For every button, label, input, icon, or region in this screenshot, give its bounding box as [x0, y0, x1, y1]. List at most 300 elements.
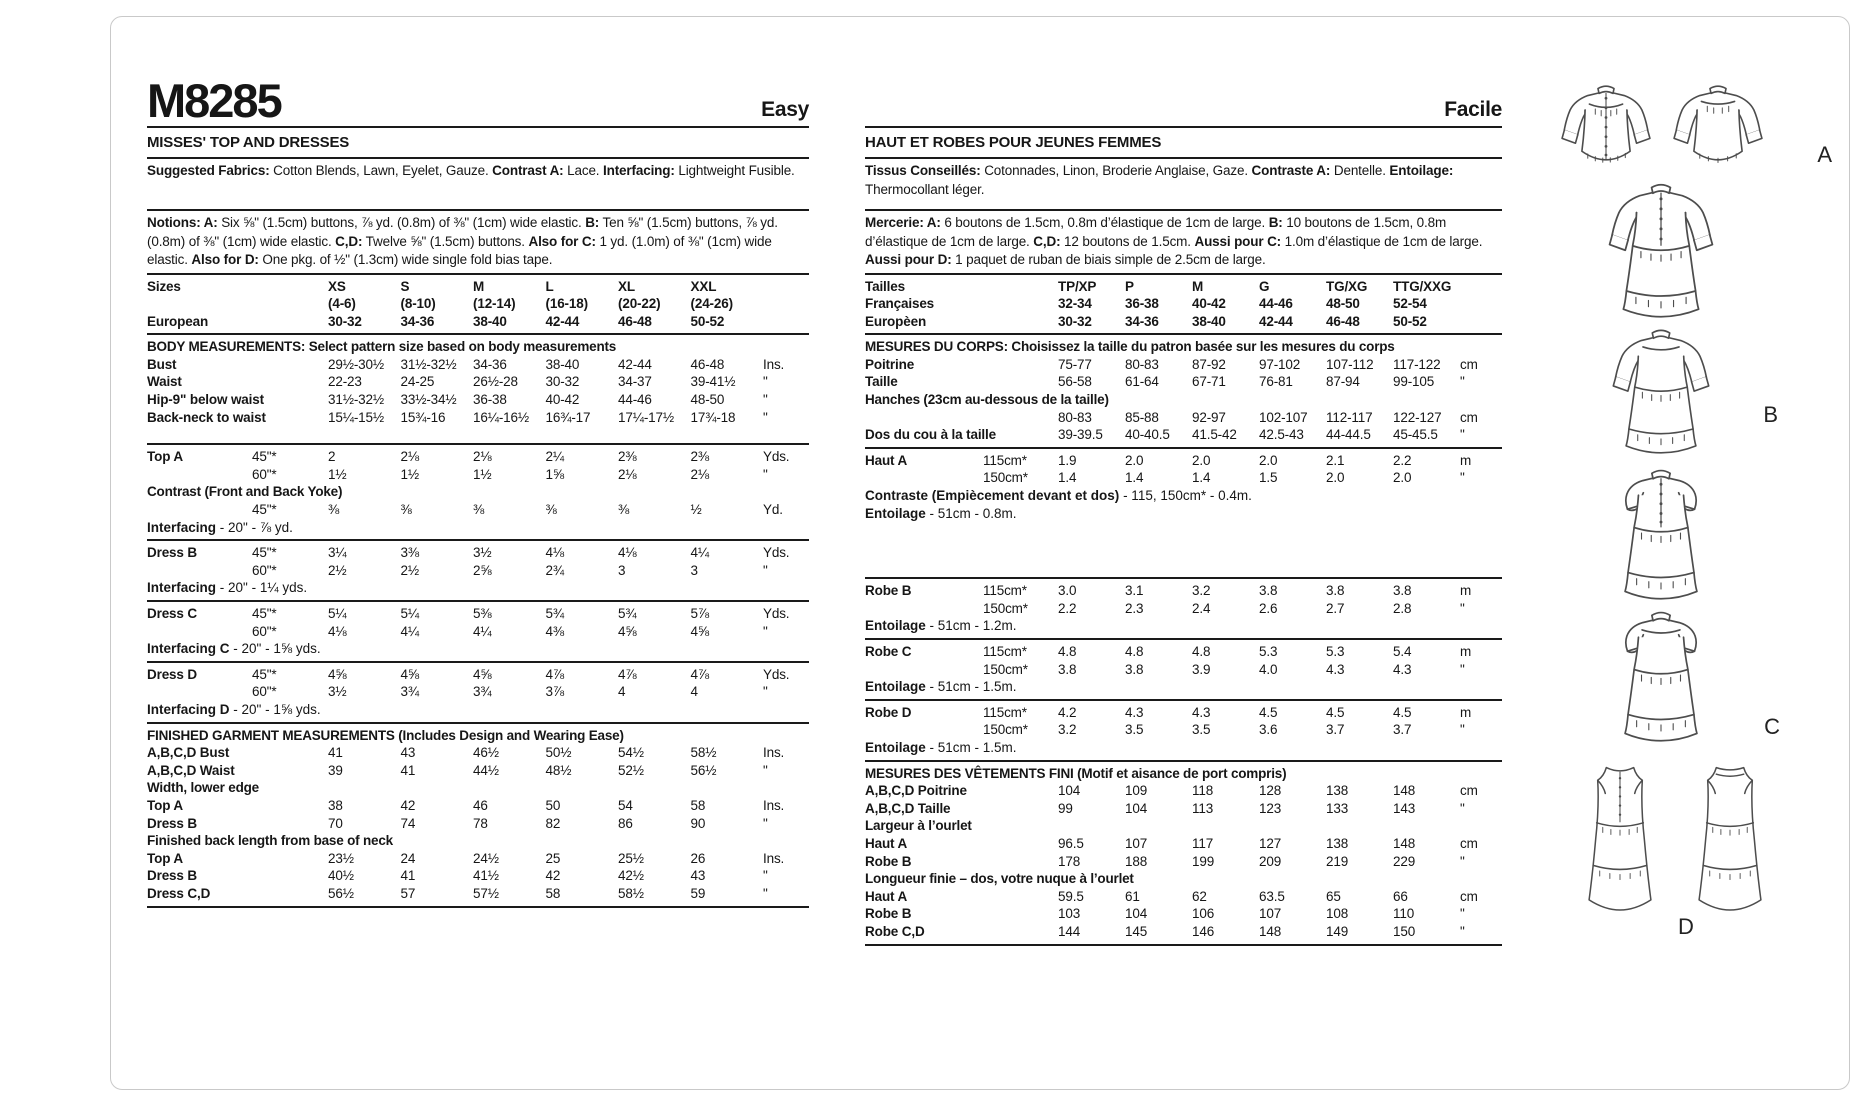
size-value: TG/XG	[1326, 278, 1368, 294]
size-value: 62	[1192, 888, 1207, 904]
size-value: 128	[1259, 783, 1282, 799]
size-value: 63.5	[1259, 888, 1285, 904]
size-value: 4⅛	[328, 623, 347, 639]
size-value: 32-34	[1058, 296, 1092, 312]
size-value: 39-39.5	[1058, 427, 1103, 443]
size-value: 145	[1125, 923, 1148, 939]
table-row	[147, 356, 809, 374]
size-value: 36-38	[473, 392, 507, 408]
size-value: ⅜	[400, 502, 412, 518]
size-value: 40-40.5	[1125, 427, 1170, 443]
view-c-label: C	[1764, 714, 1780, 739]
size-value: 133	[1326, 800, 1349, 816]
size-value: 4⅞	[545, 666, 564, 682]
size-value: 44-44.5	[1326, 427, 1371, 443]
table-row	[865, 313, 1502, 331]
dress-d-front-illustration	[1566, 760, 1674, 912]
size-value: 87-92	[1192, 356, 1226, 372]
unit: Yds.	[763, 545, 790, 561]
row-label: A,B,C,D Bust	[147, 745, 230, 761]
unit	[763, 278, 809, 296]
size-value: XL	[618, 278, 635, 294]
size-value: 3.0	[1058, 583, 1077, 599]
size-value: 2¾	[545, 562, 564, 578]
fabric-width: 150cm*	[983, 661, 1028, 677]
size-value: 112-117	[1326, 409, 1373, 425]
fabric-width: 60"*	[252, 684, 277, 700]
unit: cm	[1460, 888, 1478, 904]
fabric-width	[983, 373, 1058, 391]
size-value: 46	[473, 797, 488, 813]
fabric-width	[252, 313, 328, 331]
notions-en: Notions: A: Six ⅝" (1.5cm) buttons, ⅞ yd. (0.8m) of ⅜" (1cm) wide elastic. B: Ten ⅝" (1.5cm) buttons, ⅞ yd. (0.8m) of ⅜" (1cm) wide elastic. C,D: Twelve ⅝" (1.5cm) buttons. Also for C: 1 yd. (1.0m) of ⅜" (1cm) wide elastic. Also for D: One pkg. of ½" (1.3cm) wide single fold bias tape.	[147, 215, 778, 267]
table-row	[147, 867, 809, 885]
table-rule	[865, 638, 1502, 640]
fabric-width: 60"*	[252, 466, 277, 482]
size-value: 42	[400, 797, 416, 813]
size-value: 2⅜	[618, 449, 637, 465]
dress-c-back-illustration	[1598, 608, 1724, 742]
table-section-heading: Width, lower edge	[147, 780, 259, 796]
size-value: 46½	[473, 745, 499, 761]
fabric-width: 150cm*	[983, 722, 1028, 738]
size-value: 102-107	[1259, 409, 1308, 425]
table-rule	[147, 906, 809, 908]
size-value: 39-41½	[690, 374, 736, 390]
size-value: 67-71	[1192, 374, 1226, 390]
size-value: 17¾-18	[690, 409, 736, 425]
size-value: 34-36	[473, 356, 507, 372]
unit	[1460, 295, 1502, 313]
unit: Ins.	[763, 850, 785, 866]
row-label: Dress B	[147, 815, 197, 831]
size-value: 107-112	[1326, 356, 1374, 372]
table-note: Entoilage - 51cm - 1.2m.	[865, 618, 1017, 634]
size-value: 3.8	[1393, 583, 1412, 599]
size-value: 30-32	[328, 313, 362, 329]
size-value: 36-38	[1125, 296, 1159, 312]
size-value: 59	[690, 885, 706, 901]
unit: cm	[1460, 783, 1478, 799]
fabric-width: 60"*	[252, 562, 277, 578]
row-label	[865, 721, 983, 739]
size-value: 50½	[545, 745, 572, 761]
size-value: 15¾-16	[400, 409, 446, 425]
row-label	[147, 683, 252, 701]
row-label: Robe B	[865, 906, 912, 922]
row-label: Bust	[147, 356, 177, 372]
fabric-width	[983, 800, 1058, 818]
row-label: Robe D	[865, 704, 912, 720]
size-value: 138	[1326, 835, 1349, 851]
view-b-illustrations	[1598, 180, 1778, 454]
table-row	[865, 661, 1502, 679]
table-row	[147, 466, 809, 484]
size-value: 3.8	[1058, 661, 1077, 677]
size-value: 34-36	[400, 313, 435, 329]
size-value: 143	[1393, 800, 1416, 816]
size-value: 1.9	[1058, 452, 1077, 468]
table-row	[865, 600, 1502, 618]
view-a-label: A	[1817, 142, 1832, 167]
size-value: 5⅞	[690, 606, 709, 621]
size-value: 148	[1393, 783, 1416, 799]
size-value: 108	[1326, 906, 1349, 922]
rule	[865, 157, 1502, 159]
size-value: 26	[690, 850, 706, 866]
size-value: 138	[1326, 783, 1349, 799]
size-value: 99-105	[1393, 374, 1435, 390]
row-label: Robe C,D	[865, 923, 925, 939]
row-label: Waist	[147, 374, 182, 390]
view-c-illustrations	[1598, 466, 1780, 742]
size-value: 1.5	[1259, 470, 1278, 486]
unit	[763, 295, 809, 313]
size-value: 219	[1326, 853, 1349, 869]
row-label: Dress D	[147, 666, 197, 682]
unit: "	[1460, 906, 1465, 922]
table-rule	[865, 944, 1502, 946]
size-value: 87-94	[1326, 374, 1360, 390]
table-rule	[865, 760, 1502, 762]
table-section-heading: MESURES DES VÊTEMENTS FINI (Motif et aisance de port compris)	[865, 765, 1287, 781]
size-value: 22-23	[328, 374, 362, 390]
row-label: European	[147, 313, 209, 329]
row-label: Robe C	[865, 644, 912, 659]
yardage-table-en	[147, 273, 809, 908]
table-row	[147, 391, 809, 409]
size-value: 118	[1192, 783, 1214, 799]
size-value: 54	[618, 797, 633, 813]
size-value: 3.5	[1125, 722, 1144, 738]
fabric-width	[983, 426, 1058, 444]
unit	[763, 313, 809, 331]
table-row	[865, 452, 1502, 470]
size-value: 25	[545, 850, 561, 866]
top-a-back-illustration	[1664, 80, 1772, 170]
unit: "	[1460, 374, 1465, 390]
size-value: 4.5	[1393, 704, 1412, 720]
size-value: 122-127	[1393, 409, 1442, 425]
size-value: 2.2	[1393, 452, 1412, 468]
size-value: 3.5	[1192, 722, 1211, 738]
size-value: 78	[473, 815, 488, 831]
view-b-label: B	[1763, 402, 1778, 427]
fabric-width	[983, 356, 1058, 374]
table-note: Interfacing - 20" - 1¼ yds.	[147, 580, 308, 596]
table-note: Interfacing C - 20" - 1⅝ yds.	[147, 641, 321, 657]
size-value: 1⅝	[545, 466, 564, 482]
size-value: 5.4	[1393, 644, 1412, 659]
table-row	[865, 643, 1502, 661]
size-value: 42-44	[618, 356, 652, 372]
size-value: 4⅜	[545, 623, 564, 639]
row-label: Dress C,D	[147, 885, 211, 901]
table-row	[865, 905, 1502, 923]
view-a-illustrations	[1552, 80, 1832, 170]
size-value: 80-83	[1125, 356, 1159, 372]
row-label: Back-neck to waist	[147, 409, 266, 425]
size-value: 44-46	[1259, 296, 1293, 312]
row-label: Françaises	[865, 296, 935, 312]
fabric-width: 45"*	[252, 449, 277, 465]
row-label: A,B,C,D Poitrine	[865, 783, 967, 799]
size-value: 43	[690, 868, 706, 884]
size-value: 150	[1393, 923, 1416, 939]
unit: "	[1460, 427, 1465, 443]
size-value: S	[400, 278, 410, 294]
size-value: 1.4	[1192, 470, 1211, 486]
table-section-heading: MESURES DU CORPS: Choisissez la taille du patron basée sur les mesures du corps	[865, 339, 1395, 355]
size-value: 56½	[328, 885, 354, 901]
size-value: 24-25	[400, 374, 435, 390]
fabric-width	[983, 905, 1058, 923]
fabric-width	[983, 923, 1058, 941]
row-label: Haut A	[865, 452, 908, 468]
size-value: 4¼	[400, 623, 419, 639]
size-value: 2	[328, 449, 336, 465]
size-value: 66	[1393, 888, 1408, 904]
fabric-width	[252, 885, 328, 903]
fabric-width	[252, 295, 328, 313]
table-section-heading: Hanches (23cm au-dessous de la taille)	[865, 392, 1109, 408]
unit: m	[1460, 644, 1472, 659]
table-row	[865, 469, 1502, 487]
size-value: 58½	[618, 885, 644, 901]
table-row	[865, 721, 1502, 739]
dress-b-front-illustration	[1598, 180, 1724, 318]
size-value: 3.1	[1125, 583, 1144, 599]
size-value: 109	[1125, 783, 1148, 799]
table-row	[147, 850, 809, 868]
size-value: 50-52	[1393, 313, 1427, 329]
size-value: XS	[328, 278, 346, 294]
row-label: Dos du cou à la taille	[865, 427, 996, 443]
size-value: (16-18)	[545, 296, 588, 312]
size-value: 3¼	[328, 545, 347, 561]
row-label: Top A	[147, 850, 183, 866]
size-value: 2⅛	[400, 449, 419, 465]
size-value: 2½	[400, 562, 419, 578]
unit: Yd.	[763, 502, 783, 518]
size-value: 17¼-17½	[618, 409, 674, 425]
size-value: 58½	[690, 745, 717, 761]
table-row	[147, 373, 809, 391]
unit: Yds.	[763, 449, 790, 465]
size-value: 4¼	[690, 545, 709, 561]
size-value: 1.4	[1058, 470, 1077, 486]
size-value: 4⅝	[400, 666, 419, 682]
size-value: 104	[1125, 906, 1148, 922]
size-value: ⅜	[618, 502, 630, 518]
size-value: 2.6	[1259, 600, 1278, 616]
size-value: 15¼-15½	[328, 409, 384, 425]
size-value: 56½	[690, 762, 717, 778]
size-value: 2⅝	[473, 562, 492, 578]
row-label: Dress B	[147, 545, 197, 561]
size-value: 5.3	[1259, 644, 1278, 659]
table-gap	[147, 426, 809, 440]
size-value: 4	[618, 684, 626, 700]
size-value: 5¼	[328, 606, 347, 621]
table-row	[865, 782, 1502, 800]
table-rule	[147, 443, 809, 445]
view-d-illustrations	[1566, 760, 1806, 939]
size-value: (24-26)	[690, 296, 733, 312]
size-value: (4-6)	[328, 296, 356, 312]
unit	[1460, 278, 1502, 296]
size-value: 4.3	[1192, 704, 1211, 720]
unit: "	[1460, 600, 1465, 616]
table-row	[865, 853, 1502, 871]
table-gap	[865, 522, 1502, 574]
table-note: Interfacing D - 20" - 1⅝ yds.	[147, 701, 321, 717]
size-value: 3.8	[1125, 661, 1144, 677]
size-value: 1.4	[1125, 470, 1144, 486]
size-value: 38-40	[1192, 313, 1226, 329]
size-value: ⅜	[473, 502, 485, 518]
size-value: ½	[690, 502, 702, 518]
size-value: 41	[400, 868, 416, 884]
row-label: Top A	[147, 449, 183, 465]
table-note: Entoilage - 51cm - 0.8m.	[865, 505, 1017, 521]
size-value: 58	[545, 885, 561, 901]
size-value: TTG/XXG	[1393, 278, 1452, 294]
size-value: 4.5	[1326, 704, 1345, 720]
french-column	[865, 60, 1502, 949]
size-value: 2⅜	[690, 449, 709, 465]
size-value: 99	[1058, 800, 1073, 816]
table-row	[147, 409, 809, 427]
size-value: 41	[400, 762, 416, 778]
size-value: XXL	[690, 278, 717, 294]
fabric-width	[983, 295, 1058, 313]
table-row	[865, 278, 1502, 296]
size-value: 44½	[473, 762, 499, 778]
size-value: 3¾	[400, 684, 419, 700]
size-value: 40-42	[1192, 296, 1226, 312]
size-value: 2.3	[1125, 600, 1144, 616]
row-label: A,B,C,D Taille	[865, 800, 951, 816]
size-value: 1½	[328, 466, 347, 482]
size-value: 40-42	[545, 392, 580, 408]
size-value: 2¼	[545, 449, 564, 465]
table-row	[147, 762, 809, 780]
rule	[147, 209, 809, 211]
size-value: 30-32	[545, 374, 580, 390]
table-row	[147, 666, 809, 684]
unit: "	[763, 392, 768, 408]
pattern-number: M8285	[147, 74, 281, 127]
garment-title-en: MISSES' TOP AND DRESSES	[147, 134, 350, 151]
size-value: 2⅛	[473, 449, 492, 465]
row-label	[147, 295, 252, 313]
size-value: 61	[1125, 888, 1140, 904]
table-row	[147, 683, 809, 701]
size-value: 5¼	[400, 606, 419, 621]
size-value: 4.8	[1125, 644, 1144, 659]
fabric-width	[252, 391, 328, 409]
row-label	[865, 409, 983, 427]
size-value: 41	[328, 745, 343, 761]
table-rule	[147, 333, 809, 335]
size-value: 52½	[618, 762, 644, 778]
row-label: Robe B	[865, 853, 912, 869]
table-row	[865, 295, 1502, 313]
table-row	[147, 885, 809, 903]
size-value: 39	[328, 762, 343, 778]
row-label: Sizes	[147, 278, 181, 294]
size-value: 61-64	[1125, 374, 1159, 390]
size-value: 97-102	[1259, 356, 1301, 372]
size-value: 188	[1125, 853, 1148, 869]
size-value: M	[1192, 278, 1204, 294]
size-value: 45-45.5	[1393, 427, 1438, 443]
table-rule	[147, 600, 809, 602]
table-row	[147, 815, 809, 833]
size-value: 42½	[618, 868, 644, 884]
table-note: Entoilage - 51cm - 1.5m.	[865, 739, 1017, 755]
row-label	[147, 466, 252, 484]
size-value: ⅜	[328, 502, 340, 518]
difficulty-badge-fr: Facile	[1444, 98, 1502, 121]
row-label: Robe B	[865, 583, 912, 599]
table-note: Entoilage - 51cm - 1.5m.	[865, 679, 1017, 695]
table-row	[147, 605, 809, 623]
fabric-width: 115cm*	[983, 452, 1027, 468]
unit: cm	[1460, 356, 1478, 372]
row-label: Top A	[147, 797, 183, 813]
size-value: 2.7	[1326, 600, 1345, 616]
size-value: 103	[1058, 906, 1081, 922]
size-value: 144	[1058, 923, 1081, 939]
size-value: 30-32	[1058, 313, 1092, 329]
table-row	[865, 373, 1502, 391]
size-value: 82	[545, 815, 561, 831]
size-value: 76-81	[1259, 374, 1293, 390]
size-value: P	[1125, 278, 1134, 294]
masthead-en	[147, 60, 809, 127]
unit: "	[763, 815, 768, 831]
size-value: 4.0	[1259, 661, 1278, 677]
size-value: 42-44	[545, 313, 580, 329]
garment-title-fr: HAUT ET ROBES POUR JEUNES FEMMES	[865, 134, 1162, 151]
size-value: 107	[1259, 906, 1282, 922]
table-row	[865, 888, 1502, 906]
size-value: (8-10)	[400, 296, 436, 312]
size-value: 25½	[618, 850, 644, 866]
size-value: 56-58	[1058, 374, 1092, 390]
size-value: 3.2	[1058, 722, 1077, 738]
size-value: 3.9	[1192, 661, 1211, 677]
table-note: Contraste (Empiècement devant et dos) - 115, 150cm* - 0.4m.	[865, 488, 1252, 504]
size-value: 4.8	[1058, 644, 1077, 659]
row-label: Dress B	[147, 868, 197, 884]
yardage-table-fr	[865, 273, 1502, 946]
table-row	[147, 501, 809, 519]
size-value: 4⅝	[618, 623, 637, 639]
size-value: 148	[1259, 923, 1282, 939]
row-label	[865, 661, 983, 679]
table-row	[147, 278, 809, 296]
fabric-width	[252, 373, 328, 391]
table-row	[147, 744, 809, 762]
table-rule	[865, 699, 1502, 701]
size-value: 57	[400, 885, 416, 901]
size-value: 2⅛	[690, 466, 709, 482]
size-value: 4.5	[1259, 704, 1278, 720]
table-section-heading: Longueur finie – dos, votre nuque à l’ourlet	[865, 871, 1134, 887]
